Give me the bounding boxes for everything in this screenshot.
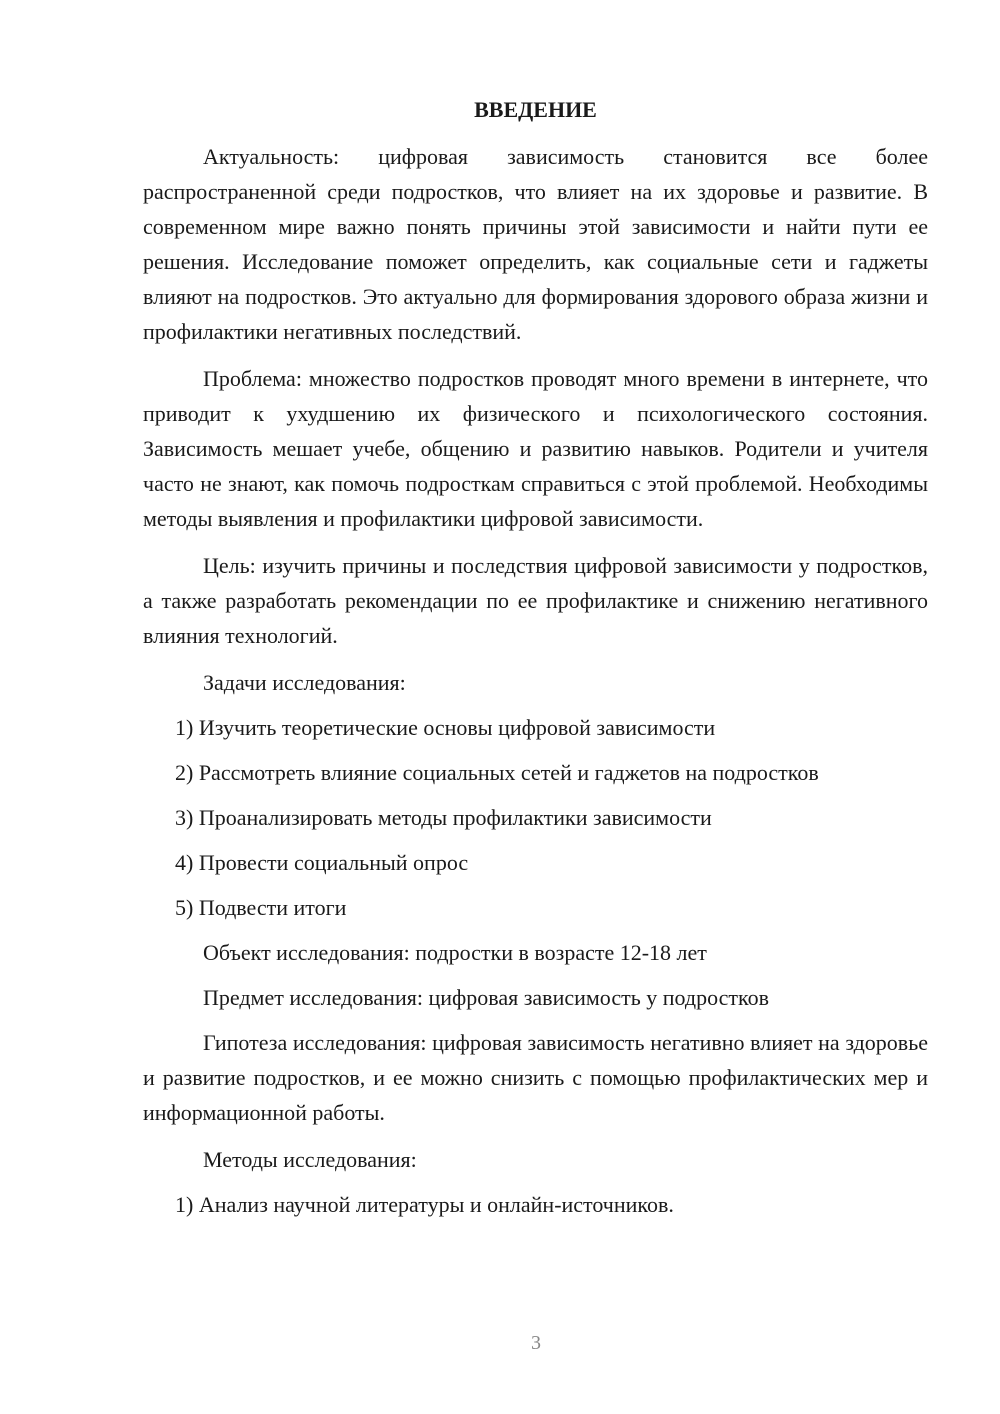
problem-paragraph: Проблема: множество подростков проводят много времени в интернете, что приводит к ухудшению их физического и психологического состояния. Зависимость мешает учебе, общению и развитию навыков. Родители и учителя часто не знают, как помочь подросткам справиться с этой проблемой. Необходимы методы выявления и профилактики цифровой зависимости.	[143, 366, 928, 531]
goal-paragraph: Цель: изучить причины и последствия цифровой зависимости у подростков, а также разработать рекомендации по ее профилактике и снижению негативного влияния технологий.	[143, 553, 928, 648]
task-item: 3) Проанализировать методы профилактики зависимости	[175, 805, 712, 830]
tasks-heading: Задачи исследования:	[203, 670, 406, 695]
relevance-paragraph: Актуальность: цифровая зависимость становится все более распространенной среди подростков, что влияет на их здоровье и развитие. В современном мире важно понять причины этой зависимости и найти пути ее решения. Исследование поможет определить, как социальные сети и гаджеты влияют на подростков. Это актуально для формирования здорового образа жизни и профилактики негативных последствий.	[143, 144, 928, 344]
page-number: 3	[531, 1332, 541, 1354]
task-item: 2) Рассмотреть влияние социальных сетей и гаджетов на подростков	[175, 760, 819, 785]
page-content	[143, 95, 928, 1232]
method-item: 1) Анализ научной литературы и онлайн-источников.	[175, 1192, 674, 1217]
methods-heading: Методы исследования:	[203, 1147, 417, 1172]
task-item: 5) Подвести итоги	[175, 895, 347, 920]
task-item: 1) Изучить теоретические основы цифровой зависимости	[175, 715, 716, 740]
hypothesis-paragraph: Гипотеза исследования: цифровая зависимость негативно влияет на здоровье и развитие подростков, и ее можно снизить с помощью профилактических мер и информационной работы.	[143, 1030, 928, 1125]
research-subject: Предмет исследования: цифровая зависимость у подростков	[203, 985, 769, 1010]
research-object: Объект исследования: подростки в возрасте 12-18 лет	[203, 940, 707, 965]
section-title: ВВЕДЕНИЕ	[474, 97, 597, 122]
task-item: 4) Провести социальный опрос	[175, 850, 469, 875]
